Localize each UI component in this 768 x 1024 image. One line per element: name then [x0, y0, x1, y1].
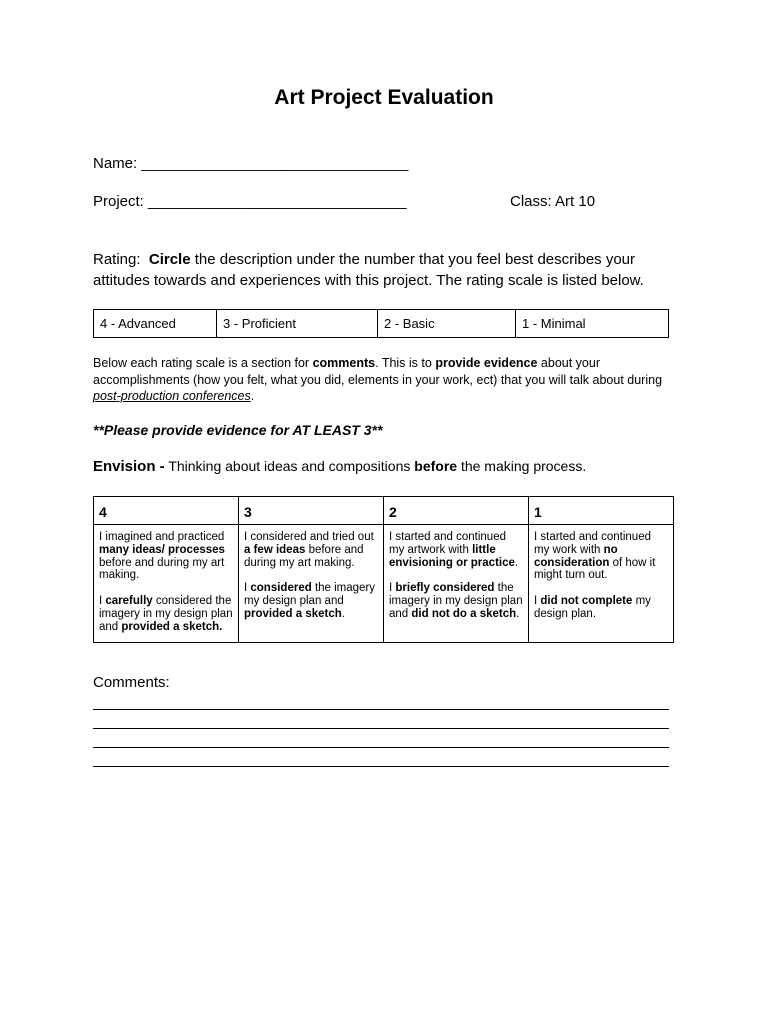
below-text-4: . — [250, 389, 255, 403]
name-blank: ________________________________ — [141, 155, 409, 172]
comment-line-3[interactable] — [93, 747, 669, 748]
project-blank: _______________________________ — [148, 193, 407, 210]
rubric-header-3: 3 — [239, 497, 384, 525]
rubric-cell-3[interactable] — [239, 525, 384, 643]
envision-section-heading — [93, 458, 586, 475]
rubric-cell-4[interactable] — [94, 525, 239, 643]
below-bold-evidence: provide evidence — [435, 356, 538, 370]
below-bold-comments: comments — [312, 356, 376, 370]
c1-b2: my design plan. — [534, 595, 651, 620]
scale-basic: 2 - Basic — [378, 310, 516, 338]
c3-a2: before and during my art making. — [244, 543, 364, 569]
page-title: Art Project Evaluation — [274, 86, 494, 109]
envision-heading: Envision - — [93, 458, 165, 475]
c1-a1: I started and continued my work with — [534, 531, 651, 556]
c2-bb2: did not do a sketch — [411, 607, 517, 620]
c3-ab: a few ideas — [244, 543, 306, 556]
below-text-2: . This is to — [375, 356, 436, 370]
c4-b2: considered the imagery in my design plan and — [99, 595, 233, 633]
c4-ab: many ideas/ processes — [99, 543, 225, 556]
c2-b2: the imagery in my design plan and — [389, 582, 523, 620]
envision-text-2: the making process. — [457, 458, 587, 474]
rubric-cell-1[interactable] — [529, 525, 674, 643]
project-field-row — [93, 193, 407, 210]
name-field-row — [93, 155, 408, 172]
c1-ab: no consideration — [534, 543, 618, 569]
c1-bb: did not complete — [540, 595, 633, 608]
envision-bold-before: before — [414, 458, 458, 474]
evidence-note: **Please provide evidence for AT LEAST 3** — [93, 422, 383, 438]
c3-b3: . — [341, 607, 345, 620]
c2-a1: I started and continued my artwork with — [389, 531, 506, 556]
c4-bb2: provided a sketch. — [121, 620, 223, 633]
comments-label: Comments: — [93, 674, 170, 691]
c4-bb: carefully — [105, 595, 153, 608]
c3-bb: considered — [250, 582, 312, 595]
comment-line-1[interactable] — [93, 709, 669, 710]
rating-scale-table — [93, 309, 669, 338]
name-label: Name: — [93, 155, 138, 172]
c1-a2: of how it might turn out. — [534, 556, 656, 582]
c3-a1: I considered and tried out — [244, 531, 374, 543]
comments-explanation — [93, 355, 673, 405]
c3-bb2: provided a sketch — [244, 607, 342, 620]
rating-rest: the description under the number that you feel best describes your attitudes towards and experiences with this project. The rating scale is listed below. — [93, 251, 644, 289]
c2-ab: little envisioning or practice — [389, 543, 515, 569]
rating-lead: Rating: — [93, 251, 141, 268]
c2-b3: . — [516, 607, 520, 620]
comment-line-4[interactable] — [93, 766, 669, 767]
rubric-header-2: 2 — [384, 497, 529, 525]
post-production-link[interactable]: post-production conferences — [93, 389, 251, 403]
below-text-3: about your accomplishments (how you felt, what you did, elements in your work, ect) that you will talk about during — [93, 356, 663, 387]
comment-line-2[interactable] — [93, 728, 669, 729]
class-label: Class: Art 10 — [510, 193, 596, 210]
c4-a2: before and during my art making. — [99, 556, 225, 582]
c4-b1: I — [99, 595, 106, 608]
rubric-cell-2[interactable] — [384, 525, 529, 643]
c3-b1: I — [244, 582, 251, 595]
project-label: Project: — [93, 193, 144, 210]
scale-minimal: 1 - Minimal — [516, 310, 669, 338]
c2-bb: briefly considered — [395, 582, 495, 595]
c3-b2: the imagery my design plan and — [244, 582, 376, 608]
envision-rubric-table — [93, 496, 674, 643]
envision-text-1: Thinking about ideas and compositions — [164, 458, 415, 474]
rubric-header-4: 4 — [94, 497, 239, 525]
scale-proficient: 3 - Proficient — [217, 310, 378, 338]
rating-emph: Circle — [148, 251, 191, 268]
c2-a2: . — [514, 556, 519, 569]
rubric-header-1: 1 — [529, 497, 674, 525]
scale-advanced: 4 - Advanced — [94, 310, 217, 338]
below-text-1: Below each rating scale is a section for — [93, 356, 313, 370]
c4-a1: I imagined and practiced — [99, 531, 225, 543]
rating-instructions — [93, 249, 673, 291]
c2-b1: I — [389, 582, 396, 595]
c1-b1: I — [534, 595, 541, 608]
